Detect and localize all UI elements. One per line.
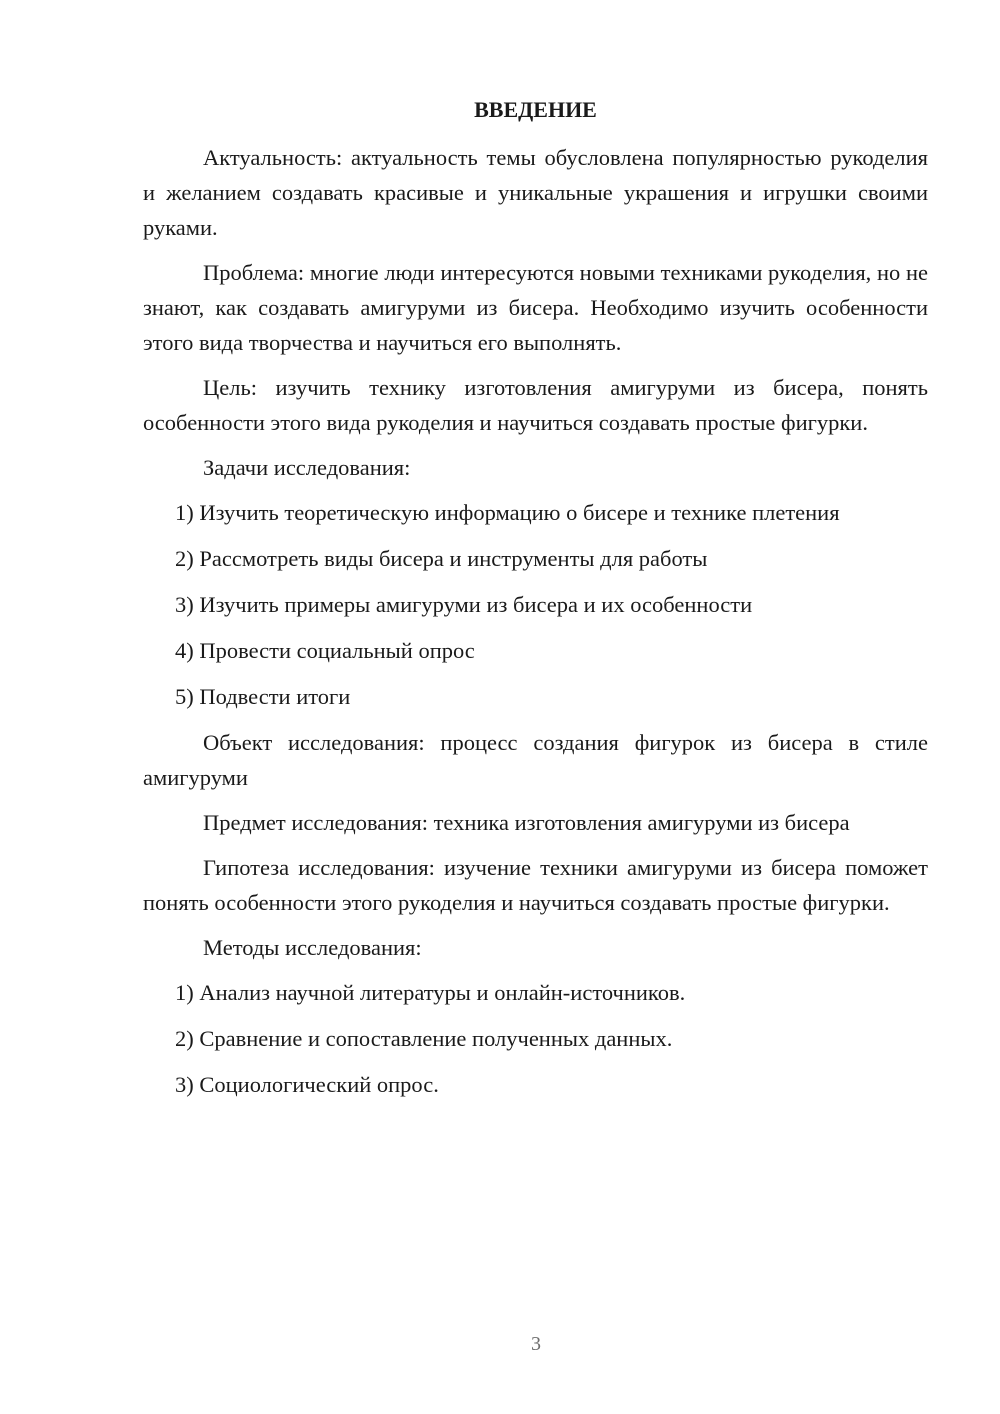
task-item-3: 3) Изучить примеры амигуруми из бисера и их особенности [175, 592, 753, 617]
page-number: 3 [531, 1333, 541, 1355]
section-heading: ВВЕДЕНИЕ [474, 97, 597, 122]
problem-paragraph: Проблема: многие люди интересуются новыми техниками рукоделия, но не знают, как создавать амигуруми из бисера. Необходимо изучить особенности этого вида творчества и научиться его выполнять. [143, 260, 928, 355]
method-item-1: 1) Анализ научной литературы и онлайн-источников. [175, 980, 686, 1005]
tasks-title: Задачи исследования: [203, 455, 411, 480]
document-page [143, 94, 928, 1113]
method-item-3: 3) Социологический опрос. [175, 1072, 439, 1097]
task-item-2: 2) Рассмотреть виды бисера и инструменты для работы [175, 546, 708, 571]
hypothesis-paragraph: Гипотеза исследования: изучение техники амигуруми из бисера поможет понять особенности этого рукоделия и научиться создавать простые фигурки. [143, 855, 928, 915]
subject-paragraph: Предмет исследования: техника изготовления амигуруми из бисера [203, 810, 850, 835]
task-item-5: 5) Подвести итоги [175, 684, 351, 709]
goal-paragraph: Цель: изучить технику изготовления амигуруми из бисера, понять особенности этого вида рукоделия и научиться создавать простые фигурки. [143, 375, 928, 435]
methods-title: Методы исследования: [203, 935, 422, 960]
object-paragraph: Объект исследования: процесс создания фигурок из бисера в стиле амигуруми [143, 730, 928, 790]
task-item-4: 4) Провести социальный опрос [175, 638, 475, 663]
relevance-paragraph: Актуальность: актуальность темы обусловлена популярностью рукоделия и желанием создавать красивые и уникальные украшения и игрушки своими руками. [143, 145, 928, 240]
task-item-1: 1) Изучить теоретическую информацию о бисере и технике плетения [175, 500, 840, 525]
method-item-2: 2) Сравнение и сопоставление полученных данных. [175, 1026, 673, 1051]
